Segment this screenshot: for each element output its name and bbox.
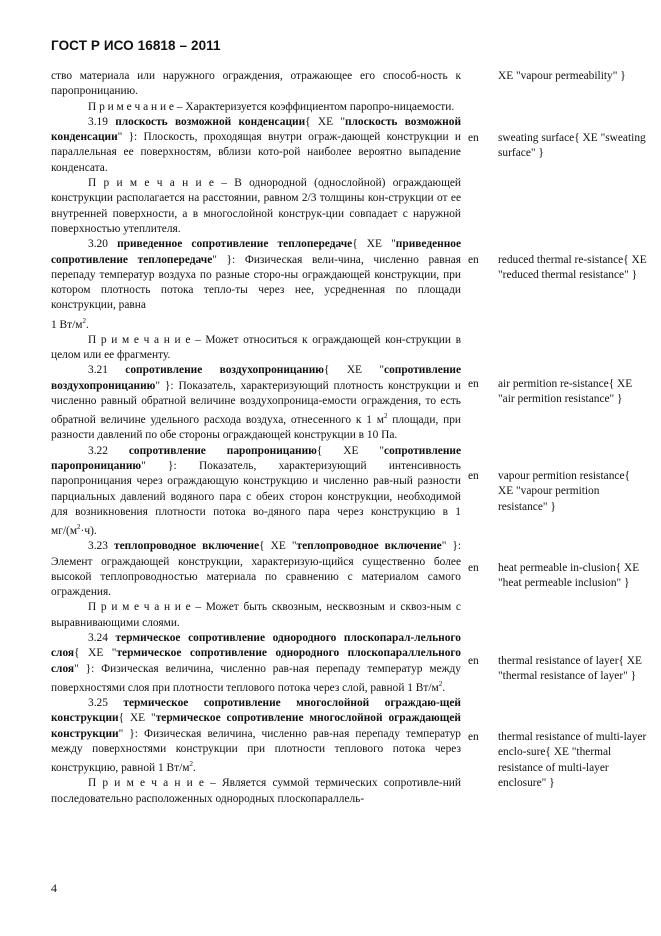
term-3-20-unit: 1 $Вт/м^2$. (51, 316, 89, 331)
english-equivalent-vapour: XE "vapour permeability" } (498, 70, 626, 82)
page-number: 4 (51, 881, 57, 895)
note-3-20: П р и м е ч а н и е – Может относиться к ограждающей кон-струкции в целом или ее фрагменту. (51, 333, 461, 362)
english-equivalent-3-24: thermal resistance of layer{ XE "thermal resistance of layer" } (498, 655, 642, 683)
english-equivalent-3-22: vapour permition resistance{ XE "vapour permition resistance" } (498, 470, 630, 513)
lang-code-3-20: en (468, 254, 479, 266)
lang-code-3-24: en (468, 655, 479, 667)
note-3-23: П р и м е ч а н и е – Может быть сквозным, несквозным и сквоз-ным с выравнивающими слоями. (51, 601, 461, 629)
lang-code-3-19: en (468, 132, 479, 144)
english-equivalent-3-21: air permition re-sistance{ XE "air permition resistance" } (498, 378, 633, 406)
english-equivalent-3-25: thermal resistance of multi-layer enclo-sure{ XE "thermal resistance of multi-layer enclosure" } (498, 731, 647, 789)
term-3-21: 3.21 сопротивление воздухопроницанию{ XE "сопротивление воздухопроницанию" }: Показатель, характеризующий плотность конструкции и численно равный обратной величине воздухопроница-емости ограждения, то есть обратной величине удельного расхода воздуха, отнесенного к 1 $м^2$ площади, при разности давлений по обе стороны ограждающей конструкции в 10 Па. (51, 364, 462, 442)
term-3-23: 3.23 теплопроводное включение{ XE "теплопроводное включение" }: Элемент ограждающей конструкции, характеризую-щийся существенно более высокой теплопроводностью материала по сравнению с материалом самого ограждения. (51, 540, 462, 599)
paragraph-continuation: ство материала или наружного ограждения, отражающее его способ-ность к паропроницанию. (51, 70, 461, 98)
term-3-22: 3.22 сопротивление паропроницанию{ XE "сопротивление паропроницанию" }: Показатель, характеризующий интенсивность паропроницания через ограждающую конструкцию и численно рав-ный разности парциальных давлений водяного пара с обеих сторон конструкции, необходимой для возникновения плотности потока во-дяного пара через конструкцию в 1 $мг/(м^2\cdot ч)$. (51, 444, 461, 537)
lang-code-3-21: en (468, 378, 479, 390)
page-header: ГОСТ Р ИСО 16818 – 2011 (51, 38, 221, 53)
english-equivalent-3-23: heat permeable in-clusion{ XE "heat permeable inclusion" } (498, 562, 640, 590)
english-equivalent-3-20: reduced thermal re-sistance{ XE "reduced thermal resistance" } (498, 254, 647, 282)
english-equivalent-3-19: sweating surface{ XE "sweating surface" } (498, 132, 646, 160)
lang-code-3-22: en (468, 470, 479, 482)
term-3-19: 3.19 плоскость возможной конденсации{ XE "плоскость возможной конденсации" }: Плоскость, проходящая внутри ограж-дающей конструкции и параллельная ее поверхностям, вблизи кото-рой наиболее вероятно выпадение конденсата. (51, 115, 462, 174)
note-3-19: П р и м е ч а н и е – В однородной (однослойной) ограждающей конструкции располагается на расстоянии, равном 2/3 толщины кон-струкции от ее внутренней поверхности, а в многослойной конструк-ции совпадает с наружной поверхностью утеплителя. (51, 177, 461, 235)
term-3-20: 3.20 приведенное сопротивление теплопередаче{ XE "приведенное сопротивление теплопередаче" }: Физическая вели-чина, численно равная перепаду температур воздуха по разные сторо-ны ограждающей конструкции, при котором плотность потока тепло-ты через нее, усредненная по площади конструкции, равна (51, 238, 462, 312)
note-3-25: П р и м е ч а н и е – Является суммой термических сопротивле-ний последовательно расположенных однородных плоскопараллель- (51, 777, 461, 805)
note-3-18: П р и м е ч а н и е – Характеризуется коэффициентом паропро-ницаемости. (88, 100, 455, 113)
lang-code-3-25: en (468, 731, 479, 743)
main-text-column (51, 69, 461, 807)
lang-code-3-23: en (468, 562, 479, 574)
term-3-24: 3.24 термическое сопротивление однородного плоскопарал-лельного слоя{ XE "термическое сопротивление однородного плоскопараллельного слоя" }: Физическая величина, численно рав-ная перепаду температур между поверхностями слоя при плотности теплового потока через слой, равной 1 $Вт/м^2$. (51, 632, 461, 694)
term-3-25: 3.25 термическое сопротивление многослойной ограждаю-щей конструкции{ XE "термическое сопротивление многослойной ограждающей конструкции" }: Физическая величина, численно рав-ная перепаду температур между поверхностями конструкции при плотности теплового потока через конструкцию, равной 1 $Вт/м^2$. (51, 697, 461, 775)
